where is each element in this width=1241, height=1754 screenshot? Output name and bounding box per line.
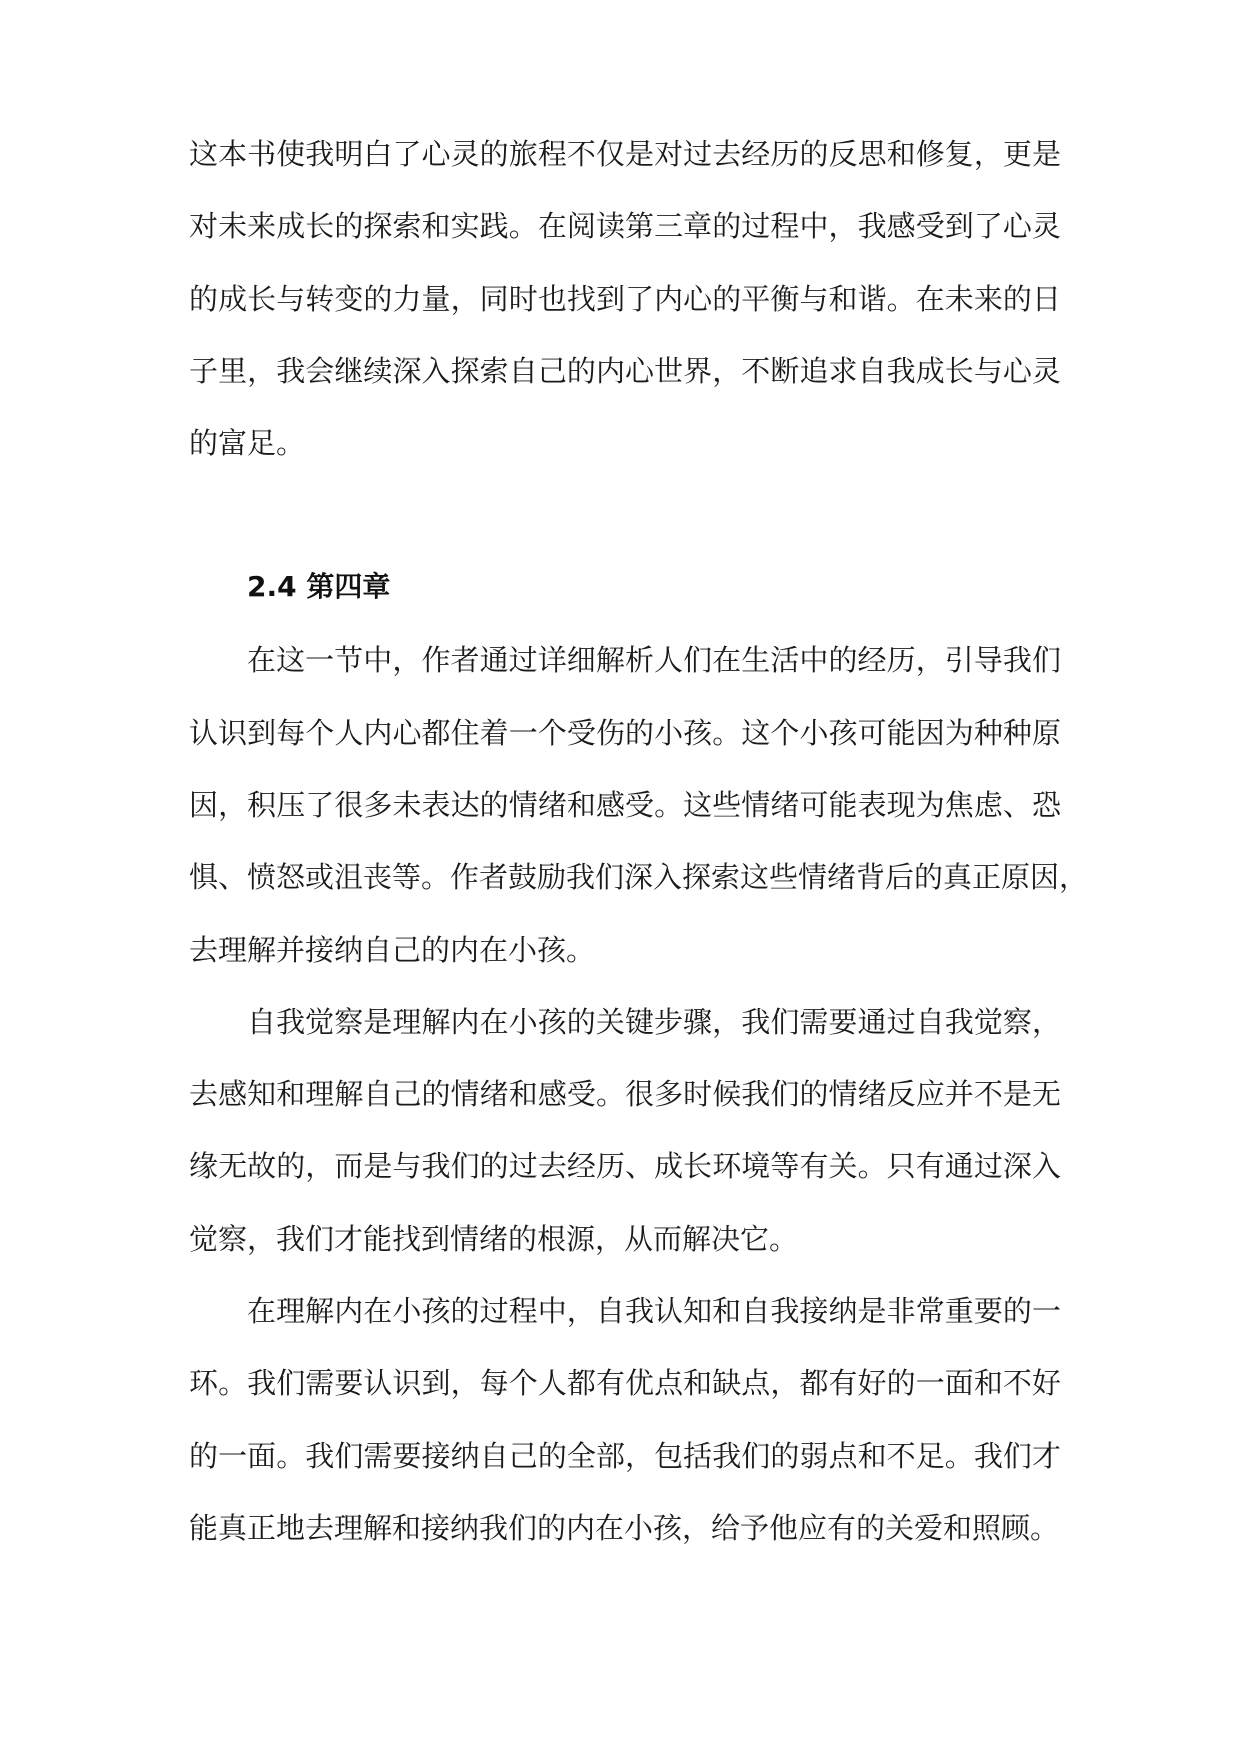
paragraph-line: 去理解并接纳自己的内在小孩。 xyxy=(189,933,596,967)
paragraph-line: 这本书使我明白了心灵的旅程不仅是对过去经历的反思和修复，更是 xyxy=(189,137,1061,171)
paragraph-line: 对未来成长的探索和实践。在阅读第三章的过程中，我感受到了心灵 xyxy=(189,209,1061,243)
paragraph-line: 的富足。 xyxy=(189,426,306,460)
section-heading: 2.4 第四章 xyxy=(247,570,391,603)
paragraph-line: 去感知和理解自己的情绪和感受。很多时候我们的情绪反应并不是无 xyxy=(189,1077,1061,1111)
paragraph-line: 在理解内在小孩的过程中，自我认知和自我接纳是非常重要的一 xyxy=(247,1294,1061,1328)
paragraph-line: 能真正地去理解和接纳我们的内在小孩，给予他应有的关爱和照顾。 xyxy=(189,1511,1060,1545)
paragraph-line: 因，积压了很多未表达的情绪和感受。这些情绪可能表现为焦虑、恐 xyxy=(189,788,1061,822)
paragraph-line: 子里，我会继续深入探索自己的内心世界，不断追求自我成长与心灵 xyxy=(189,354,1061,388)
paragraph-line: 认识到每个人内心都住着一个受伤的小孩。这个小孩可能因为种种原 xyxy=(189,716,1061,750)
paragraph-line: 在这一节中，作者通过详细解析人们在生活中的经历，引导我们 xyxy=(247,643,1061,677)
paragraph-line: 自我觉察是理解内在小孩的关键步骤，我们需要通过自我觉察， xyxy=(247,1005,1061,1039)
paragraph-line: 的一面。我们需要接纳自己的全部，包括我们的弱点和不足。我们才 xyxy=(189,1439,1061,1473)
paragraph-line: 缘无故的，而是与我们的过去经历、成长环境等有关。只有通过深入 xyxy=(189,1149,1061,1183)
paragraph-line: 的成长与转变的力量，同时也找到了内心的平衡与和谐。在未来的日 xyxy=(189,282,1061,316)
paragraph-line: 觉察，我们才能找到情绪的根源，从而解决它。 xyxy=(189,1222,799,1256)
paragraph-line: 惧、愤怒或沮丧等。作者鼓励我们深入探索这些情绪背后的真正原因， xyxy=(189,860,1089,894)
paragraph-line: 环。我们需要认识到，每个人都有优点和缺点，都有好的一面和不好 xyxy=(189,1366,1061,1400)
